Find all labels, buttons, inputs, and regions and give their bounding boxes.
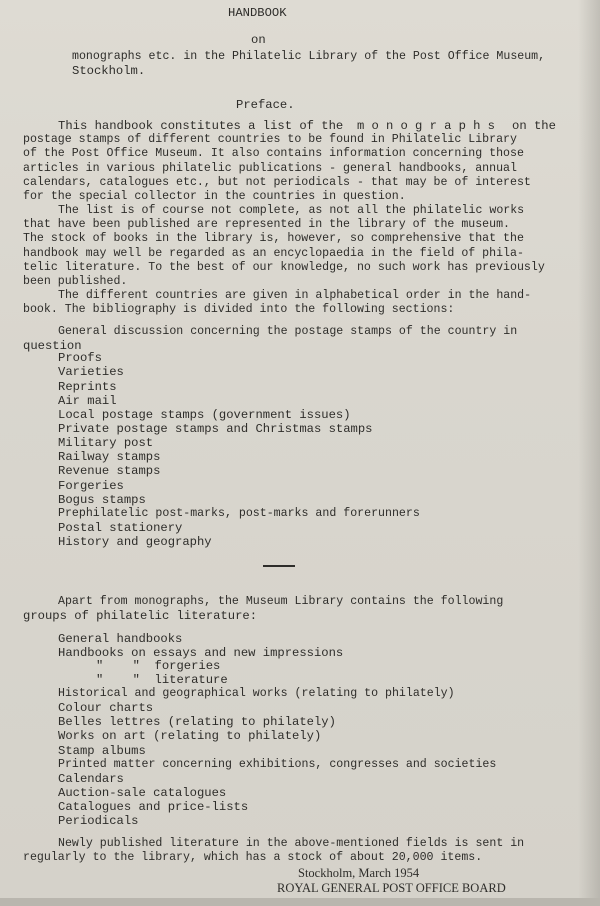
preface-line-2: postage stamps of different countries to be found in Philatelic Library [23,133,517,146]
section-item: Railway stamps [58,450,161,464]
preface-line-12: been published. [23,275,128,288]
preface-line-6: for the special collector in the countries in question. [23,190,406,203]
preface-line-9: The stock of books in the library is, however, so comprehensive that the [23,232,524,245]
section-item: Local postage stamps (government issues) [58,408,351,422]
section-item: Forgeries [58,479,124,493]
preface-line-3: of the Post Office Museum. It also contains information concerning those [23,147,524,160]
section-item: History and geography [58,535,212,549]
group-item: Works on art (relating to philately) [58,729,322,743]
section-item: Proofs [58,351,102,365]
group-item: Colour charts [58,701,154,715]
section-item: Reprints [58,380,117,394]
subtitle-line-2: Stockholm. [72,64,146,78]
group-item: Calendars [58,772,124,786]
group-item: Stamp albums [58,744,146,758]
page-edge-shadow [578,0,600,906]
page-bottom-edge [0,898,600,906]
group-item: " " literature [96,673,228,687]
place-date: Stockholm, March 1954 [298,866,420,880]
title-on: on [251,33,266,47]
group-item: Periodicals [58,814,139,828]
groups-intro-line-2: groups of philatelic literature: [23,609,258,623]
preface-line-1-tail: on the [512,119,556,133]
preface-line-14: book. The bibliography is divided into the following sections: [23,303,455,316]
preface-heading: Preface. [236,98,295,112]
closing-line-1: Newly published literature in the above-mentioned fields is sent in [58,837,525,850]
group-item: Belles lettres (relating to philately) [58,715,336,729]
preface-line-10: handbook may well be regarded as an encyclopaedia in the field of phila- [23,247,524,260]
group-item: Auction-sale catalogues [58,786,227,800]
section-item: Varieties [58,365,124,379]
group-item: " " forgeries [96,659,221,673]
group-item: Historical and geographical works (relating to philately) [58,687,455,700]
group-item: Catalogues and price-lists [58,800,249,814]
section-item: Private postage stamps and Christmas stamps [58,422,373,436]
section-general-line: General discussion concerning the postage stamps of the country in [58,325,518,338]
preface-line-5: calendars, catalogues etc., but not periodicals - that may be of interest [23,176,531,189]
document-title: HANDBOOK [228,6,287,20]
preface-line-8: that have been published are represented in the library of the museum. [23,218,511,231]
closing-line-2: regularly to the library, which has a stock of about 20,000 items. [23,851,483,864]
preface-spaced-word: monographs [357,119,503,133]
section-item: Military post [58,436,154,450]
section-item: Revenue stamps [58,464,161,478]
preface-line-11: telic literature. To the best of our knowledge, no such work has previously [23,261,545,274]
section-item: Air mail [58,394,117,408]
subtitle-line-1: monographs etc. in the Philatelic Library of the Post Office Museum, [72,50,546,63]
section-item: Postal stationery [58,521,183,535]
group-item: Printed matter concerning exhibitions, congresses and societies [58,758,497,771]
section-item: Bogus stamps [58,493,146,507]
groups-intro-line-1: Apart from monographs, the Museum Library contains the following [58,595,504,608]
preface-line-7: The list is of course not complete, as not all the philatelic works [58,204,525,217]
preface-line-13: The different countries are given in alphabetical order in the hand- [58,289,532,302]
group-item: Handbooks on essays and new impressions [58,646,344,660]
section-item: Prephilatelic post-marks, post-marks and forerunners [58,507,420,520]
divider-rule [263,565,295,567]
group-item: General handbooks [58,632,183,646]
section-general-cont: question [23,339,82,353]
preface-line-1: This handbook constitutes a list of the [58,119,344,133]
signatory: ROYAL GENERAL POST OFFICE BOARD [277,881,506,895]
preface-line-4: articles in various philatelic publications - general handbooks, annual [23,162,517,175]
